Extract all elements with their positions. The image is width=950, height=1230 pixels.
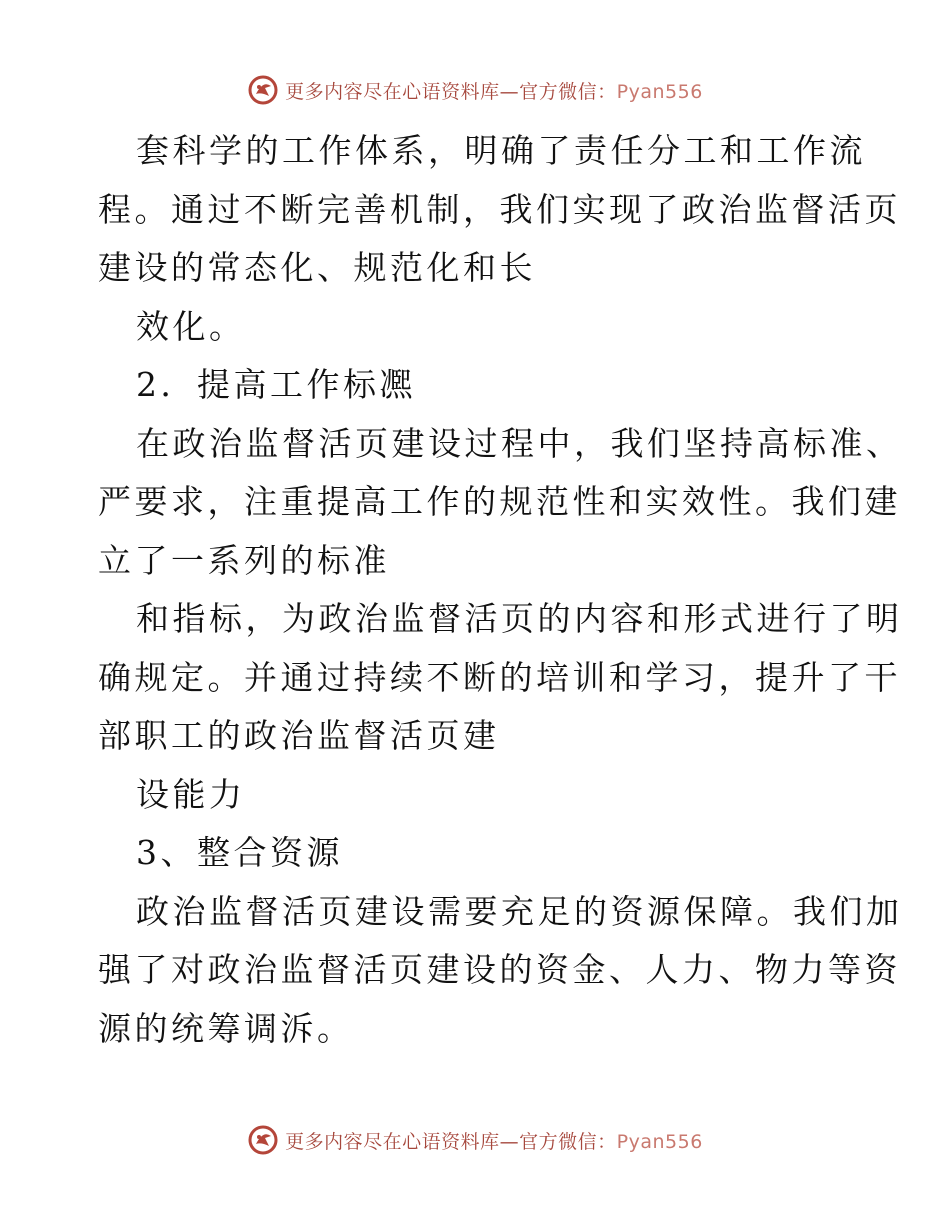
- body-line: 源的统筹调泝。: [98, 1008, 354, 1048]
- section-heading: 3、整合资源: [136, 833, 343, 872]
- body-line: 强了对政治监督活页建设的资金、人力、物力等资: [98, 950, 901, 989]
- body-line: 效化。: [136, 306, 246, 346]
- footer-banner: [0, 1120, 950, 1160]
- header-text: 更多内容尽在心语资料库—官方微信：: [285, 80, 617, 103]
- header-wechat-id: Pyan556: [616, 80, 703, 103]
- body-line: 和指标，为政治监督活页的内容和形式进行了明: [136, 599, 903, 638]
- header-banner: [0, 70, 950, 110]
- footer-wechat-id: Pyan556: [616, 1130, 703, 1153]
- body-line: 部职工的政治监督活页建: [98, 716, 500, 755]
- body-line: 严要求，注重提高工作的规范性和实效性。我们建: [98, 482, 901, 521]
- brand-logo-icon: [247, 1124, 279, 1156]
- brand-logo-icon: [247, 74, 279, 106]
- body-line: 建设的常态化、规范化和长: [98, 248, 536, 287]
- body-line: 套科学的工作体系，明确了责任分工和工作流: [136, 131, 866, 170]
- body-line: 设能力: [136, 774, 246, 814]
- body-line: 立了一系列的标准: [98, 540, 390, 580]
- body-line: 在政治监督活页建设过程中，我们坚持高标准、: [136, 423, 903, 463]
- body-line: 政治监督活页建设需要充足的资源保障。我们加: [136, 891, 903, 931]
- body-line: 程。通过不断完善机制，我们实现了政治监督活页: [98, 189, 901, 229]
- body-line: 确规定。并通过持续不断的培训和学习，提升了干: [98, 657, 901, 697]
- footer-text: 更多内容尽在心语资料库—官方微信：: [285, 1130, 617, 1153]
- section-heading: 2．提高工作标凞: [136, 365, 416, 404]
- document-body: [98, 122, 903, 1058]
